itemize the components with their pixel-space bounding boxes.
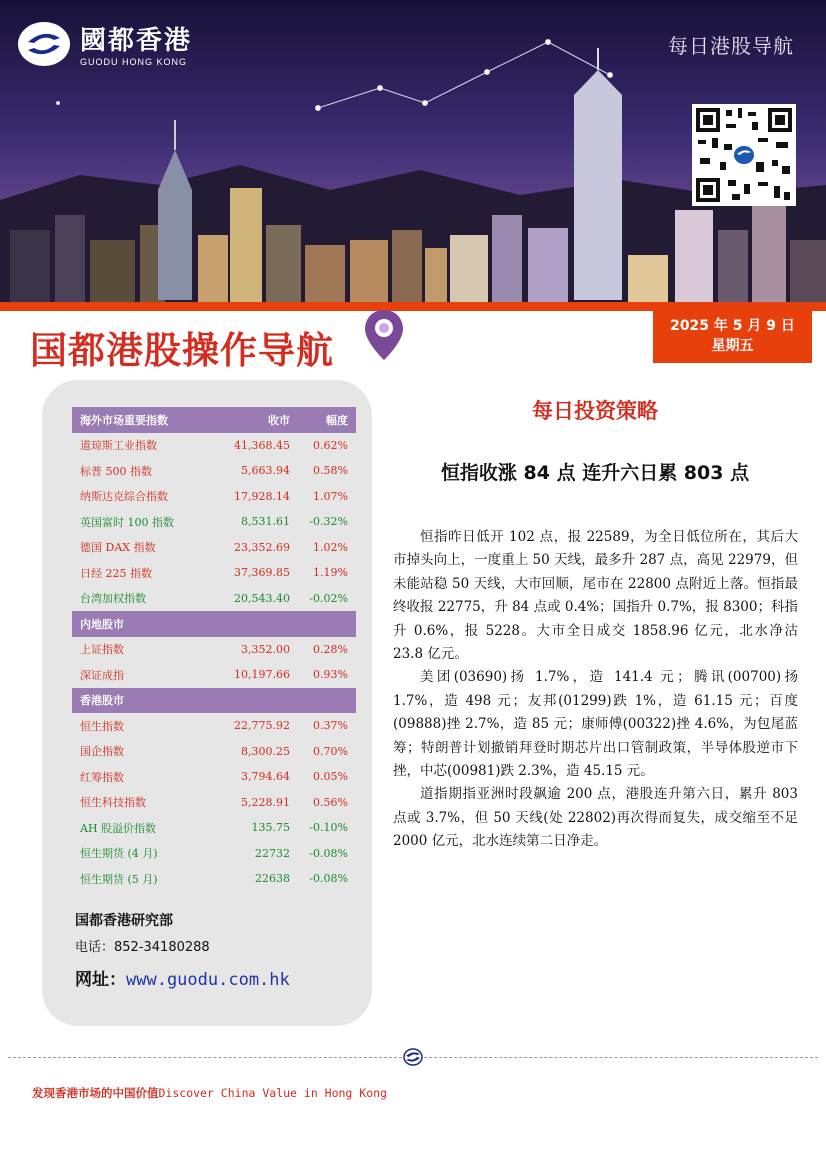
index-change: 0.37% (313, 719, 348, 733)
index-close: 5,663.94 (241, 464, 290, 478)
table-row (72, 739, 356, 765)
section-header-row (72, 688, 356, 714)
section-title: 每日投资策略 (532, 399, 658, 423)
table-row (72, 790, 356, 816)
index-change: -0.08% (309, 846, 348, 860)
index-change: 1.02% (313, 540, 348, 554)
article-body (393, 526, 798, 854)
index-close: 10,197.66 (234, 668, 290, 682)
market-index-table (72, 407, 356, 892)
table-row (72, 841, 356, 867)
index-close: 20,543.40 (234, 591, 290, 605)
table-row (72, 637, 356, 663)
index-close: 3,794.64 (241, 770, 290, 784)
phone-line (75, 936, 290, 955)
weekday-text: 星期五 (711, 338, 754, 354)
index-change: 0.28% (313, 642, 348, 656)
index-close: 8,300.25 (241, 744, 290, 758)
index-change: 0.93% (313, 668, 348, 682)
location-pin-icon (362, 308, 406, 366)
index-name: AH 股溢价指数 (80, 821, 157, 835)
index-change: -0.32% (309, 515, 348, 529)
website-label: 网址： (75, 970, 126, 990)
index-change: 0.70% (313, 744, 348, 758)
brand-logo-icon (18, 22, 70, 66)
column-header-change: 幅度 (290, 407, 356, 433)
table-row (72, 764, 356, 790)
table-row (72, 509, 356, 535)
index-change: 1.07% (313, 489, 348, 503)
brand-name-cn: 國都香港 (80, 26, 193, 56)
index-change: 0.58% (313, 464, 348, 478)
index-close: 17,928.14 (234, 489, 290, 503)
table-row (72, 458, 356, 484)
index-change: 0.05% (313, 770, 348, 784)
date-badge (653, 311, 812, 363)
table-row (72, 535, 356, 561)
article-paragraph: 恒指昨日低开 102 点，报 22589，为全日低位所在，其后大市掉头向上，一度重上 50 天线，最多升 287 点，高见 22979，但未能站稳 50 天线，大市回顺，尾市在 22800 点附近上落。恒指最终收报 22775，升 84 点或 0.4%；国指升 0.7%，报 8300；科指升 0.6%，报 5228。大市全日成交 1858.96 亿元，北水净沽 23.8 亿元。 (393, 529, 798, 663)
section-header-row (72, 611, 356, 637)
index-name: 日经 225 指数 (80, 566, 152, 580)
contact-block (75, 910, 290, 990)
table-row (72, 662, 356, 688)
banner-accent-strip (0, 302, 826, 311)
slogan-en: Discover China Value in Hong Kong (158, 1086, 387, 1100)
index-change: 0.62% (313, 438, 348, 452)
index-name: 恒生期货 (4 月) (80, 847, 158, 861)
index-name: 上证指数 (80, 643, 124, 657)
index-close: 8,531.61 (241, 515, 290, 529)
brand-name-en: GUODU HONG KONG (80, 57, 188, 67)
table-row (72, 866, 356, 892)
brand-logo (18, 20, 192, 67)
index-name: 标普 500 指数 (80, 464, 152, 478)
index-name: 恒生科技指数 (80, 796, 146, 810)
index-close: 37,369.85 (234, 566, 290, 580)
series-title: 每日港股导航 (668, 34, 794, 58)
section-header-hk: 香港股市 (72, 688, 356, 714)
index-close: 22,775.92 (234, 719, 290, 733)
phone-label: 电话： (75, 940, 115, 955)
website-link[interactable]: www.guodu.com.hk (126, 970, 290, 990)
page-title: 国都港股操作导航 (30, 329, 334, 372)
slogan-cn: 发现香港市场的中国价值 (32, 1086, 159, 1100)
website-line (75, 965, 290, 990)
index-close: 3,352.00 (241, 642, 290, 656)
index-name: 道琼斯工业指数 (80, 439, 157, 453)
index-close: 5,228.91 (241, 795, 290, 809)
article-paragraph: 道指期指亚洲时段飙逾 200 点，港股连升第六日，累升 803 点或 3.7%，但 50 天线(处 22802)再次得而复失，成交缩至不足 2000 亿元，北水连续第二日净走。 (393, 786, 798, 850)
index-close: 22732 (255, 846, 290, 860)
table-row (72, 484, 356, 510)
table-row (72, 433, 356, 459)
index-change: 0.56% (313, 795, 348, 809)
research-dept: 国都香港研究部 (75, 913, 173, 929)
index-name: 红筹指数 (80, 770, 124, 784)
date-text: 2025 年 5 月 9 日 (670, 318, 795, 334)
table-row (72, 560, 356, 586)
section-header-mainland: 内地股市 (72, 611, 356, 637)
article-paragraph: 美团(03690)扬 1.7%，造 141.4 元；腾讯(00700)扬 1.7%，造 498 元；友邦(01299)跌 1%，造 61.15 元；百度(09888)挫 2.7%，造 85 元；康师傅(00322)挫 4.6%，为包尾蓝筹；特朗普计划撤销拜登时期芯片出口管制政策，半导体股逆市下挫，中芯(00981)跌 2.3%，造 45.15 元。 (393, 669, 798, 780)
index-name: 国企指数 (80, 745, 124, 759)
index-name: 英国富时 100 指数 (80, 515, 174, 529)
table-row (72, 713, 356, 739)
footer-logo-icon (402, 1047, 424, 1067)
index-name: 恒生期货 (5 月) (80, 872, 158, 886)
index-name: 德国 DAX 指数 (80, 541, 156, 555)
index-name: 台湾加权指数 (80, 592, 146, 606)
index-change: -0.08% (309, 872, 348, 886)
column-header-close: 收市 (210, 407, 290, 433)
table-row (72, 815, 356, 841)
index-change: -0.02% (309, 591, 348, 605)
article-title: 恒指收涨 84 点 连升六日累 803 点 (440, 462, 750, 484)
table-header-row (72, 407, 356, 433)
qr-code-icon (692, 104, 796, 206)
index-name: 纳斯达克综合指数 (80, 490, 168, 504)
index-change: 1.19% (313, 566, 348, 580)
index-name: 恒生指数 (80, 719, 124, 733)
footer-slogan (32, 1085, 387, 1101)
phone-number: 852-34180288 (114, 940, 210, 955)
column-header-name: 海外市场重要指数 (72, 407, 210, 433)
index-change: -0.10% (309, 821, 348, 835)
index-close: 22638 (255, 872, 290, 886)
index-close: 135.75 (251, 821, 290, 835)
index-close: 41,368.45 (234, 438, 290, 452)
header-banner (0, 0, 826, 302)
index-close: 23,352.69 (234, 540, 290, 554)
table-row (72, 586, 356, 612)
index-name: 深证成指 (80, 668, 124, 682)
